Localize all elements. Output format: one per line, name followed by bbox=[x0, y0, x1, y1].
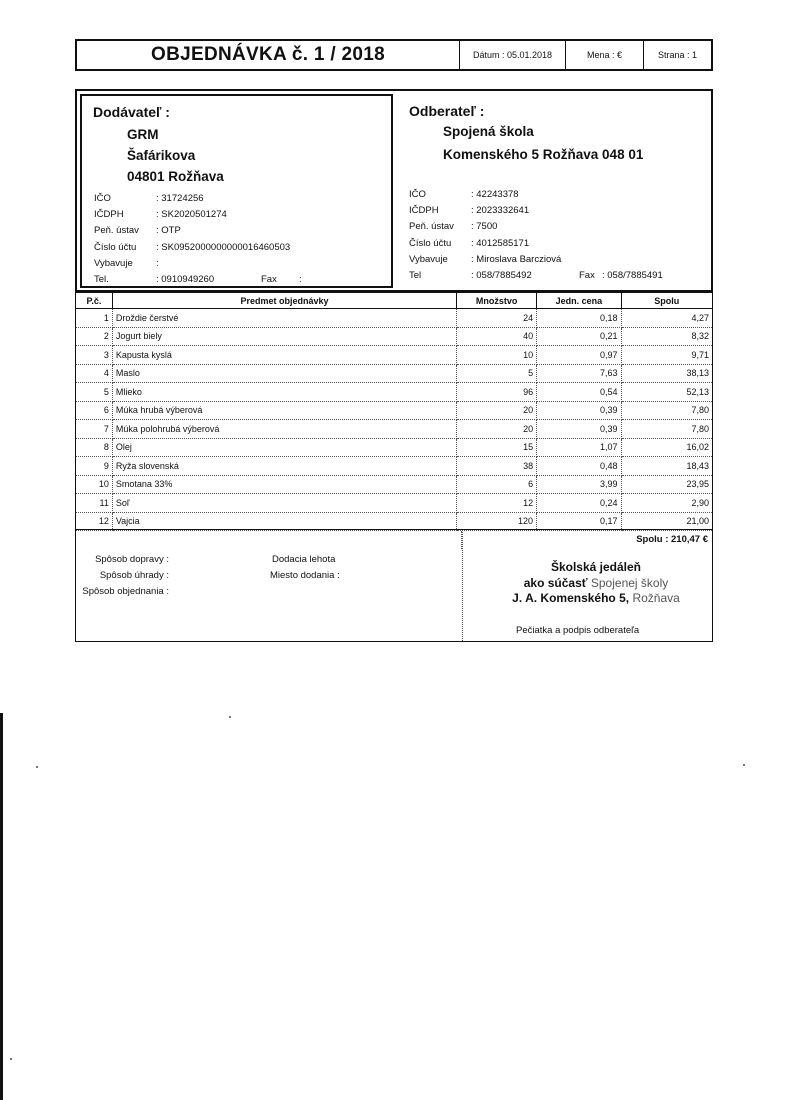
item-quantity: 40 bbox=[457, 327, 537, 346]
supplier-fax: : bbox=[299, 273, 302, 285]
item-name: Kapusta kyslá bbox=[112, 346, 456, 365]
row-number: 4 bbox=[76, 364, 113, 383]
customer-tel: : 058/7885492 bbox=[471, 269, 532, 281]
signature-label: Pečiatka a podpis odberateľa bbox=[516, 625, 640, 636]
supplier-street: Šafárikova bbox=[127, 148, 196, 163]
item-total: 16,02 bbox=[621, 438, 712, 457]
delivery-deadline: Dodacia lehota bbox=[272, 554, 336, 565]
item-quantity: 20 bbox=[457, 420, 537, 439]
item-name: Mlieko bbox=[112, 383, 456, 402]
customer-ico: : 42243378 bbox=[471, 189, 519, 200]
item-name: Ryža slovenská bbox=[112, 457, 456, 476]
item-unit-price: 1,07 bbox=[537, 438, 622, 457]
item-name: Múka polohrubá výberová bbox=[112, 420, 456, 439]
item-total: 18,43 bbox=[621, 457, 712, 476]
item-unit-price: 0,48 bbox=[537, 457, 622, 476]
item-total: 9,71 bbox=[621, 346, 712, 365]
item-quantity: 20 bbox=[457, 401, 537, 420]
item-quantity: 15 bbox=[457, 438, 537, 457]
item-quantity: 5 bbox=[457, 364, 537, 383]
item-name: Soľ bbox=[112, 494, 456, 513]
customer-heading: Odberateľ : bbox=[409, 103, 485, 119]
scan-speck bbox=[10, 1058, 12, 1060]
table-row bbox=[76, 438, 713, 457]
item-quantity: 10 bbox=[457, 346, 537, 365]
supplier-ico: : 31724256 bbox=[156, 193, 204, 204]
supplier-icdph: : SK2020501274 bbox=[156, 209, 227, 221]
ordering-method: Spôsob objednania : bbox=[82, 586, 169, 597]
row-number: 10 bbox=[76, 475, 113, 494]
customer-handler-label: Vybavuje bbox=[409, 253, 448, 265]
scan-speck bbox=[36, 766, 38, 768]
supplier-bank-label: Peň. ústav bbox=[94, 225, 139, 237]
item-total: 23,95 bbox=[621, 475, 712, 494]
order-date: Dátum : 05.01.2018 bbox=[460, 41, 566, 69]
customer-account: : 4012585171 bbox=[471, 237, 530, 249]
scan-speck bbox=[229, 716, 231, 718]
school-stamp bbox=[496, 560, 696, 607]
currency: Mena : € bbox=[566, 41, 644, 69]
table-header-row bbox=[76, 293, 713, 309]
item-name: Múka hrubá výberová bbox=[112, 401, 456, 420]
customer-icdph-label: IČDPH bbox=[409, 205, 439, 217]
item-total: 38,13 bbox=[621, 364, 712, 383]
stamp-line-3: J. A. Komenského 5, bbox=[512, 591, 630, 605]
row-number: 11 bbox=[76, 494, 113, 513]
item-quantity: 24 bbox=[457, 309, 537, 328]
supplier-tel-label: Tel. bbox=[94, 273, 109, 285]
order-total: Spolu : 210,47 € bbox=[636, 534, 708, 545]
item-unit-price: 3,99 bbox=[537, 475, 622, 494]
row-number: 8 bbox=[76, 438, 113, 457]
delivery-place: Miesto dodania : bbox=[270, 570, 340, 581]
stamp-line-2: ako súčasť bbox=[523, 575, 588, 590]
item-unit-price: 0,18 bbox=[537, 309, 622, 328]
supplier-box bbox=[80, 94, 393, 288]
supplier-icdph-label: IČDPH bbox=[94, 209, 124, 221]
table-row bbox=[76, 364, 713, 383]
table-row bbox=[76, 401, 713, 420]
table-row bbox=[76, 512, 713, 531]
item-quantity: 96 bbox=[457, 383, 537, 402]
column-header-total: Spolu bbox=[621, 293, 712, 309]
item-total: 7,80 bbox=[621, 420, 712, 439]
row-number: 1 bbox=[76, 309, 113, 328]
supplier-fax-label: Fax bbox=[261, 273, 277, 285]
supplier-handler-label: Vybavuje bbox=[94, 257, 133, 269]
item-quantity: 12 bbox=[457, 494, 537, 513]
payment-method: Spôsob úhrady : bbox=[99, 570, 169, 581]
stamp-line-1: Školská jedáleň bbox=[550, 560, 642, 574]
items-table bbox=[75, 292, 713, 531]
item-unit-price: 0,97 bbox=[537, 346, 622, 365]
supplier-heading: Dodávateľ : bbox=[93, 104, 170, 120]
scan-speck bbox=[743, 764, 745, 766]
item-unit-price: 0,24 bbox=[537, 494, 622, 513]
order-items bbox=[75, 292, 713, 549]
table-row bbox=[76, 309, 713, 328]
order-footer bbox=[75, 529, 713, 642]
supplier-account: : SK0952000000000016460503 bbox=[156, 241, 291, 253]
row-number: 7 bbox=[76, 420, 113, 439]
column-header-number: P.č. bbox=[76, 293, 113, 309]
table-row bbox=[76, 420, 713, 439]
table-row bbox=[76, 475, 713, 494]
supplier-tel: : 0910949260 bbox=[156, 273, 215, 285]
customer-tel-label: Tel bbox=[409, 269, 422, 281]
item-quantity: 38 bbox=[457, 457, 537, 476]
item-quantity: 6 bbox=[457, 475, 537, 494]
item-unit-price: 0,54 bbox=[537, 383, 622, 402]
transport-method: Spôsob dopravy : bbox=[95, 554, 169, 565]
item-total: 21,00 bbox=[621, 512, 712, 531]
item-unit-price: 0,39 bbox=[537, 401, 622, 420]
item-name: Jogurt biely bbox=[112, 327, 456, 346]
item-name: Maslo bbox=[112, 364, 456, 383]
item-unit-price: 0,39 bbox=[537, 420, 622, 439]
supplier-info bbox=[94, 191, 389, 288]
item-unit-price: 0,17 bbox=[537, 512, 622, 531]
scan-edge-line bbox=[0, 713, 3, 1100]
customer-fax-label: Fax bbox=[579, 269, 595, 281]
row-number: 5 bbox=[76, 383, 113, 402]
order-title: OBJEDNÁVKA č. 1 / 2018 bbox=[77, 41, 460, 69]
item-name: Smotana 33% bbox=[112, 475, 456, 494]
item-total: 4,27 bbox=[621, 309, 712, 328]
column-header-item: Predmet objednávky bbox=[112, 293, 456, 309]
table-row bbox=[76, 327, 713, 346]
customer-address: Komenského 5 Rožňava 048 01 bbox=[443, 147, 644, 162]
supplier-city: 04801 Rožňava bbox=[127, 169, 224, 184]
customer-fax: : 058/7885491 bbox=[602, 269, 663, 281]
item-unit-price: 7,63 bbox=[537, 364, 622, 383]
item-quantity: 120 bbox=[457, 512, 537, 531]
row-number: 12 bbox=[76, 512, 113, 531]
supplier-bank: : OTP bbox=[156, 225, 181, 237]
item-unit-price: 0,21 bbox=[537, 327, 622, 346]
supplier-handler: : bbox=[156, 257, 159, 269]
item-name: Vajcia bbox=[112, 512, 456, 531]
column-header-quantity: Množstvo bbox=[457, 293, 537, 309]
order-header bbox=[75, 39, 713, 71]
item-name: Droždie čerstvé bbox=[112, 309, 456, 328]
row-number: 6 bbox=[76, 401, 113, 420]
stamp-line-2-faint: Spojenej školy bbox=[590, 575, 669, 590]
supplier-account-label: Číslo účtu bbox=[94, 241, 137, 253]
customer-name: Spojená škola bbox=[443, 124, 534, 139]
row-number: 3 bbox=[76, 346, 113, 365]
item-total: 52,13 bbox=[621, 383, 712, 402]
customer-icdph: : 2023332641 bbox=[471, 205, 530, 217]
table-row bbox=[76, 494, 713, 513]
item-total: 8,32 bbox=[621, 327, 712, 346]
customer-bank-label: Peň. ústav bbox=[409, 221, 454, 233]
customer-bank: : 7500 bbox=[471, 221, 498, 233]
stamp-line-3-faint: Rožňava bbox=[632, 591, 680, 605]
column-header-unit-price: Jedn. cena bbox=[537, 293, 622, 309]
item-total: 2,90 bbox=[621, 494, 712, 513]
table-row bbox=[76, 346, 713, 365]
supplier-ico-label: IČO bbox=[94, 193, 111, 204]
item-name: Olej bbox=[112, 438, 456, 457]
table-row bbox=[76, 383, 713, 402]
table-row bbox=[76, 457, 713, 476]
customer-handler: : Miroslava Barcziová bbox=[471, 253, 562, 265]
supplier-name: GRM bbox=[127, 127, 159, 142]
page-number: Strana : 1 bbox=[657, 50, 698, 60]
customer-account-label: Číslo účtu bbox=[409, 237, 452, 249]
customer-ico-label: IČO bbox=[409, 189, 426, 200]
parties-section bbox=[75, 89, 713, 292]
item-total: 7,80 bbox=[621, 401, 712, 420]
row-number: 9 bbox=[76, 457, 113, 476]
row-number: 2 bbox=[76, 327, 113, 346]
customer-info bbox=[409, 187, 709, 284]
